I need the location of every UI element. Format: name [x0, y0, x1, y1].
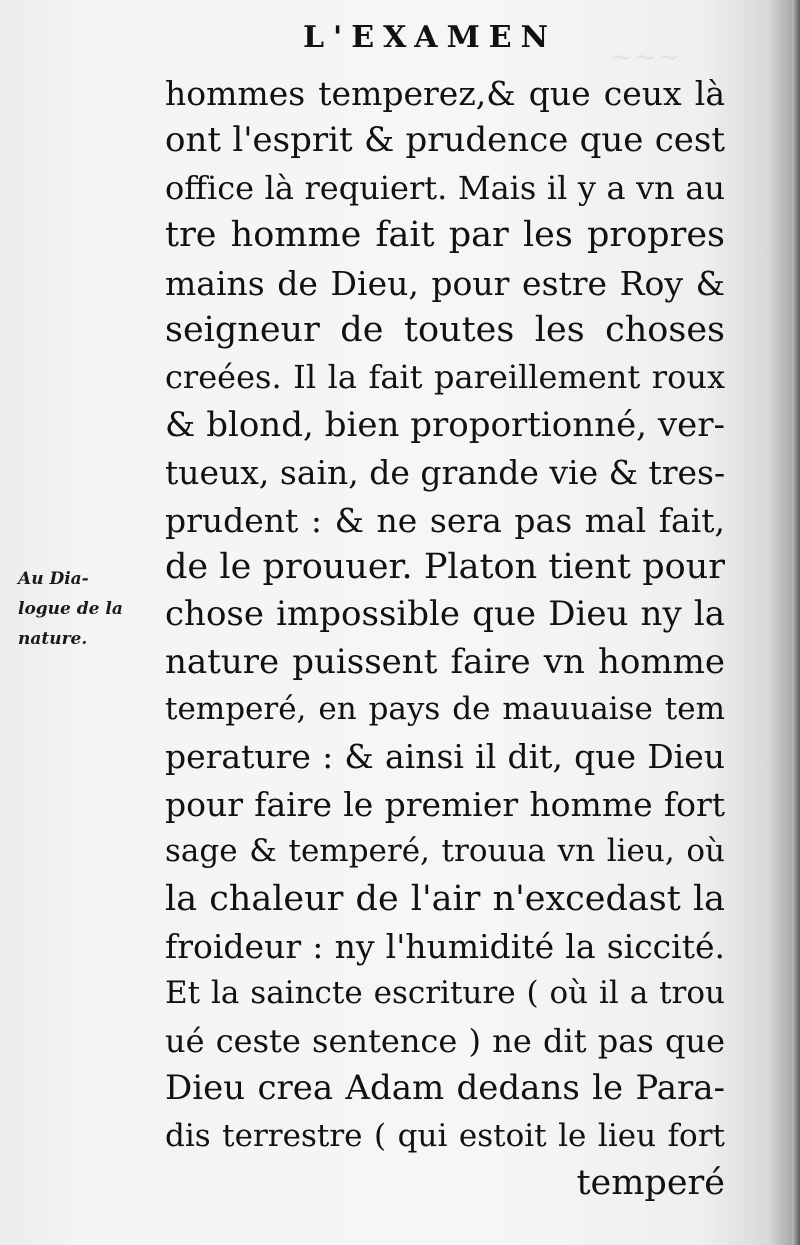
text-line: office là requiert. Mais il y a vn au: [165, 168, 725, 207]
page-edge-shadow: [792, 0, 800, 1245]
text-line: tueux, sain, de grande vie & tres-: [165, 453, 726, 493]
margin-note: [18, 564, 168, 654]
margin-note-line: nature.: [18, 629, 88, 649]
text-line: la chaleur de l'air n'excedast la: [165, 878, 725, 919]
text-line: froideur : ny l'humidité la siccité.: [165, 927, 725, 967]
text-line: ué ceste sentence ) ne dit pas que: [165, 1021, 725, 1060]
text-line: de le prouuer. Platon tient pour: [165, 546, 725, 587]
text-line: hommes temperez,& que ceux là: [165, 74, 725, 113]
text-line: dis terrestre ( qui estoit le lieu fort: [165, 1117, 725, 1154]
catchword: temperé: [576, 1162, 725, 1203]
text-line: sage & temperé, trouua vn lieu, où: [165, 833, 725, 870]
text-line: ont l'esprit & prudence que cest: [165, 120, 725, 161]
margin-note-line: logue de la: [18, 599, 123, 619]
text-line: mains de Dieu, pour estre Roy &: [165, 263, 725, 303]
show-through-ink: ~~~: [610, 40, 681, 73]
text-line: Dieu crea Adam dedans le Para-: [165, 1068, 725, 1109]
text-line: tre homme fait par les propres: [165, 215, 725, 256]
text-line: & blond, bien proportionné, ver-: [165, 404, 725, 445]
running-header: [0, 20, 800, 55]
body-text: [165, 70, 725, 1207]
text-line: perature : & ainsi il dit, que Dieu: [165, 737, 725, 777]
text-line: seigneur de toutes les choses: [165, 309, 725, 350]
margin-note-line: Au Dia-: [18, 569, 89, 589]
text-line: pour faire le premier homme fort: [165, 784, 725, 824]
running-title: L'EXAMEN: [302, 20, 558, 55]
text-line: nature puissent faire vn homme: [165, 641, 725, 682]
text-line: creées. Il la fait pareillement roux: [165, 358, 725, 397]
text-line: temperé, en pays de mauuaise tem: [165, 691, 725, 728]
text-line: Et la saincte escriture ( où il a trou: [165, 975, 725, 1012]
text-line: prudent : & ne sera pas mal fait,: [165, 500, 725, 540]
text-line: chose impossible que Dieu ny la: [165, 594, 725, 635]
